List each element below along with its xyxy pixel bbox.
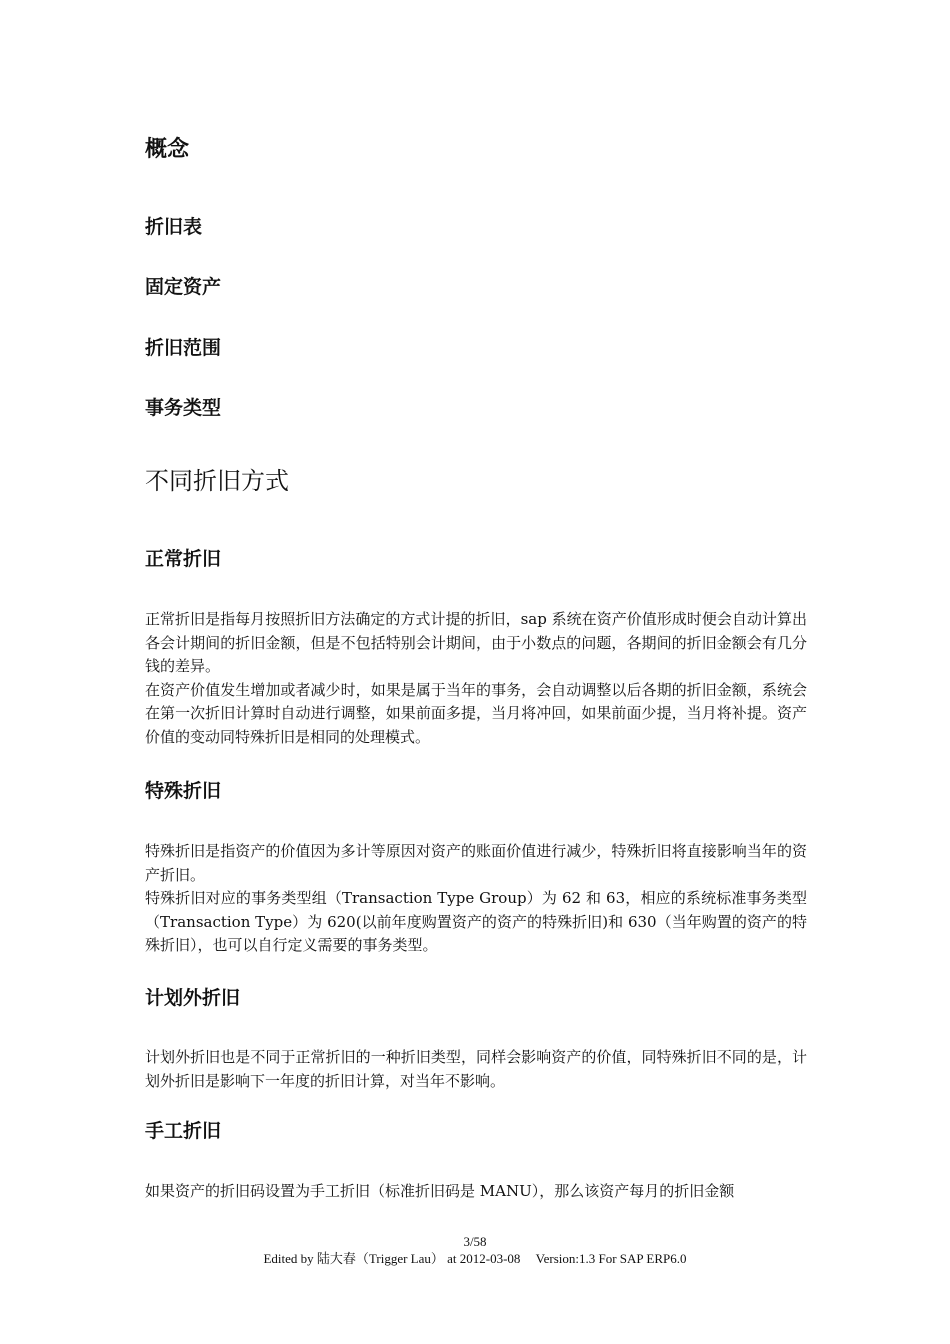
paragraph: 在资产价值发生增加或者减少时，如果是属于当年的事务，会自动调整以后各期的折旧金额，系统会在第一次折旧计算时自动进行调整，如果前面多提，当月将冲回，如果前面少提，当月将补提。资产价值的变动同特殊折旧是相同的处理模式。 bbox=[145, 680, 807, 746]
paragraph: 如果资产的折旧码设置为手工折旧（标准折旧码是 MANU），那么该资产每月的折旧金额 bbox=[145, 1182, 735, 1200]
heading-special-depreciation: 特殊折旧 bbox=[145, 780, 222, 802]
heading-unplanned-depreciation: 计划外折旧 bbox=[145, 987, 241, 1009]
page-number: 3/58 bbox=[463, 1234, 487, 1249]
version-info: Version:1.3 For SAP ERP6.0 bbox=[535, 1251, 687, 1266]
special-depreciation-text bbox=[145, 840, 807, 958]
heading-manual-depreciation: 手工折旧 bbox=[145, 1120, 222, 1142]
heading-concept: 概念 bbox=[145, 137, 190, 162]
paragraph: 特殊折旧是指资产的价值因为多计等原因对资产的账面价值进行减少，特殊折旧将直接影响当年的资产折旧。 bbox=[145, 842, 807, 884]
heading-depreciation-table: 折旧表 bbox=[145, 216, 203, 238]
paragraph: 特殊折旧对应的事务类型组（Transaction Type Group）为 62 和 63，相应的系统标准事务类型（Transaction Type）为 620(以前年度购置资产的资产的特殊折旧)和 630（当年购置的资产的特殊折旧），也可以自行定义需要的事务类型。 bbox=[145, 889, 807, 954]
unplanned-depreciation-text bbox=[145, 1046, 807, 1093]
heading-depreciation-area: 折旧范围 bbox=[145, 337, 222, 359]
edited-by: Edited by 陆大春（Trigger Lau） at 2012-03-08 bbox=[263, 1251, 521, 1266]
heading-transaction-type: 事务类型 bbox=[145, 397, 222, 419]
normal-depreciation-text bbox=[145, 608, 807, 749]
manual-depreciation-text bbox=[145, 1180, 807, 1204]
page-footer bbox=[0, 1233, 950, 1267]
paragraph: 计划外折旧也是不同于正常折旧的一种折旧类型，同样会影响资产的价值，同特殊折旧不同的是，计划外折旧是影响下一年度的折旧计算，对当年不影响。 bbox=[145, 1048, 807, 1090]
heading-depreciation-methods: 不同折旧方式 bbox=[145, 467, 289, 495]
footer-credits bbox=[0, 1250, 950, 1267]
paragraph: 正常折旧是指每月按照折旧方法确定的方式计提的折旧，sap 系统在资产价值形成时便会自动计算出各会计期间的折旧金额，但是不包括特别会计期间，由于小数点的问题，各期间的折旧金额会有几分钱的差异。 bbox=[145, 610, 807, 675]
heading-fixed-assets: 固定资产 bbox=[145, 276, 222, 298]
heading-normal-depreciation: 正常折旧 bbox=[145, 548, 222, 570]
